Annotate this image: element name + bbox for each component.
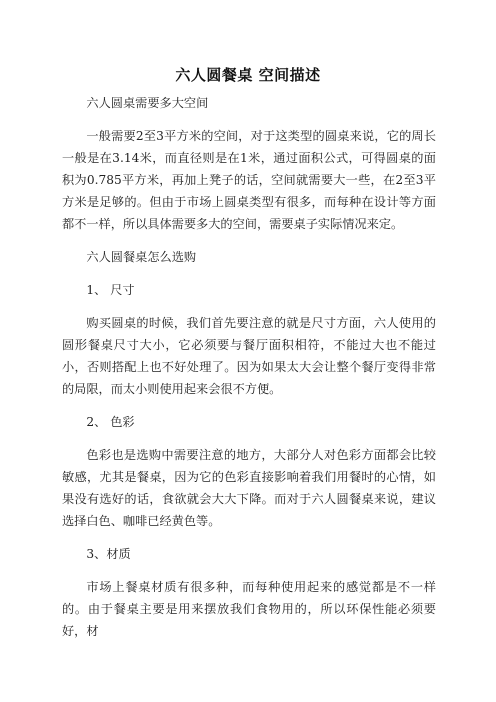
section-heading-buying-guide: 六人圆餐桌怎么选购 xyxy=(86,250,197,264)
section-heading-space: 六人圆桌需要多大空间 xyxy=(86,96,209,110)
document-title: 六人圆餐桌 空间描述 xyxy=(175,66,321,84)
subheading-size: 1、 尺寸 xyxy=(86,283,135,297)
paragraph-color: 色彩也是选购中需要注意的地方，大部分人对色彩方面都会比较敏感，尤其是餐桌，因为它的色彩直接影响着我们用餐时的心情，如果没有选好的话，食欲就会大大下降。而对于六人圆餐桌来说，建议选择白色、咖啡已经黄色等。 xyxy=(62,448,436,528)
paragraph-space-description: 一般需要2至3平方米的空间，对于这类型的圆桌来说，它的周长一般是在3.14米，而直径则是在1米，通过面积公式，可得圆桌的面积为0.785平方米，再加上凳子的话，空间就需要大一些，在2至3平方米是足够的。但由于市场上圆桌类型有很多，而每种在设计等方面都不一样，所以具体需要多大的空间，需要桌子实际情况来定。 xyxy=(62,129,436,231)
paragraph-material: 市场上餐桌材质有很多种，而每种使用起来的感觉都是不一样的。由于餐桌主要是用来摆放我们食物用的，所以环保性能必须要好，材 xyxy=(62,580,436,638)
document-body xyxy=(62,92,436,653)
paragraph-size: 购买圆桌的时候，我们首先要注意的就是尺寸方面，六人使用的圆形餐桌尺寸大小，它必须要与餐厅面积相符，不能过大也不能过小，否则搭配上也不好处理了。因为如果太大会让整个餐厅变得非常的局限，而太小则使用起来会很不方便。 xyxy=(62,316,436,396)
subheading-material: 3、材质 xyxy=(86,547,131,561)
subheading-color: 2、 色彩 xyxy=(86,415,135,429)
